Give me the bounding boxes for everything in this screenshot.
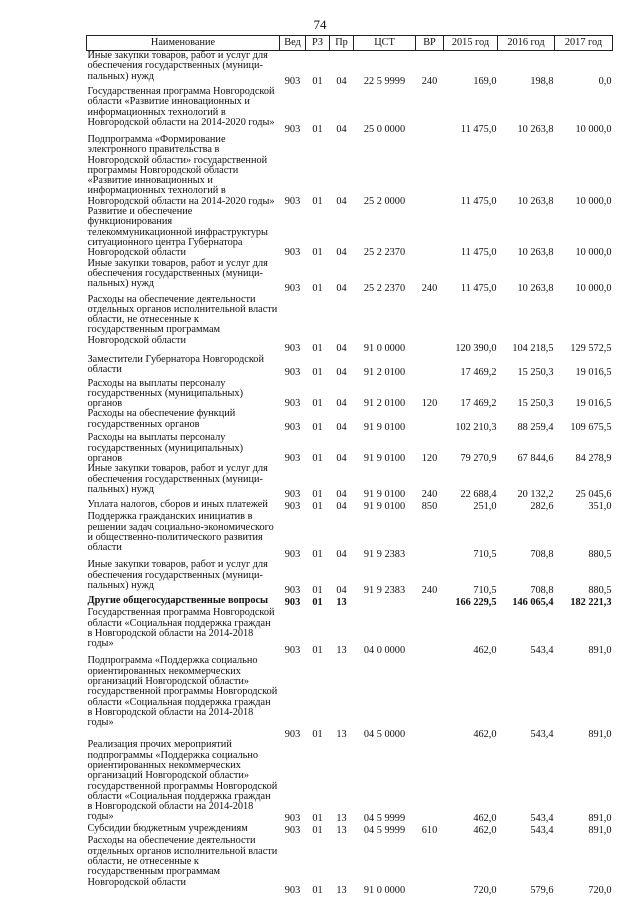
row-cst: 25 0 0000 bbox=[363, 123, 406, 135]
row-ved: 903 bbox=[284, 825, 301, 837]
row-name: Уплата налогов, сборов и иных платежей bbox=[87, 499, 268, 511]
table-row bbox=[87, 207, 613, 258]
table-row bbox=[87, 379, 613, 410]
row-value-2015: 166 229,5 bbox=[455, 597, 497, 609]
row-vr bbox=[416, 409, 444, 433]
row-vr bbox=[416, 740, 444, 824]
row-rz: 01 bbox=[312, 247, 323, 259]
table-row bbox=[87, 836, 613, 896]
table-row bbox=[87, 608, 613, 656]
row-name: Другие общегосударственные вопросы bbox=[87, 595, 269, 607]
row-cst: 91 9 2383 bbox=[363, 549, 406, 561]
row-value-2017: 19 016,5 bbox=[575, 367, 612, 379]
row-vr bbox=[416, 87, 444, 135]
row-value-2016: 282,6 bbox=[530, 501, 554, 513]
row-name: Развитие и обеспечение функционирования телекоммуникационной инфраструктуры ситуационного центра Губернатора Новгородской области bbox=[87, 206, 268, 259]
row-value-2016: 104 218,5 bbox=[512, 343, 554, 355]
row-rz: 01 bbox=[312, 422, 323, 434]
row-value-2017: 129 572,5 bbox=[570, 343, 612, 355]
row-vr bbox=[416, 355, 444, 379]
row-pr: 04 bbox=[336, 283, 347, 295]
row-value-2015: 11 475,0 bbox=[460, 195, 497, 207]
row-value-2015: 710,5 bbox=[473, 585, 497, 597]
row-value-2015: 462,0 bbox=[473, 813, 497, 825]
table-row bbox=[87, 259, 613, 295]
row-cst: 91 0 0000 bbox=[363, 343, 406, 355]
row-rz: 01 bbox=[312, 813, 323, 825]
row-value-2015: 251,0 bbox=[473, 501, 497, 513]
row-vr bbox=[416, 596, 444, 608]
row-value-2015: 11 475,0 bbox=[460, 123, 497, 135]
row-value-2017: 10 000,0 bbox=[575, 123, 612, 135]
row-vr: 240 bbox=[421, 283, 438, 295]
row-value-2016: 20 132,2 bbox=[517, 489, 554, 501]
row-pr: 04 bbox=[336, 75, 347, 87]
row-vr bbox=[416, 836, 444, 896]
row-cst: 91 0 0000 bbox=[363, 885, 406, 897]
row-ved: 903 bbox=[284, 247, 301, 259]
row-name: Субсидии бюджетным учреждениям bbox=[87, 823, 248, 835]
row-ved: 903 bbox=[284, 453, 301, 465]
row-rz: 01 bbox=[312, 549, 323, 561]
row-value-2015: 720,0 bbox=[473, 885, 497, 897]
row-ved: 903 bbox=[284, 398, 301, 410]
header-cst: ЦСТ bbox=[354, 36, 416, 51]
row-pr: 04 bbox=[336, 367, 347, 379]
row-value-2016: 543,4 bbox=[530, 825, 554, 837]
row-rz: 01 bbox=[312, 729, 323, 741]
table-row bbox=[87, 464, 613, 500]
row-ved: 903 bbox=[284, 585, 301, 597]
row-cst: 25 2 0000 bbox=[363, 195, 406, 207]
row-cst: 91 9 0100 bbox=[363, 453, 406, 465]
row-pr: 04 bbox=[336, 549, 347, 561]
table-row bbox=[87, 560, 613, 596]
row-rz: 01 bbox=[312, 367, 323, 379]
row-value-2016: 198,8 bbox=[530, 75, 554, 87]
row-value-2016: 10 263,8 bbox=[517, 283, 554, 295]
row-value-2015: 11 475,0 bbox=[460, 247, 497, 259]
row-value-2015: 710,5 bbox=[473, 549, 497, 561]
row-value-2015: 169,0 bbox=[473, 75, 497, 87]
row-rz: 01 bbox=[312, 398, 323, 410]
row-pr: 13 bbox=[336, 597, 347, 609]
row-name: Расходы на выплаты персоналу государственных (муниципальных) органов bbox=[87, 377, 244, 410]
row-ved: 903 bbox=[284, 283, 301, 295]
row-name: Иные закупки товаров, работ и услуг для обеспечения государственных (муници-пальных) нужд bbox=[87, 463, 268, 495]
table-row bbox=[87, 512, 613, 560]
row-rz: 01 bbox=[312, 343, 323, 355]
row-name: Подпрограмма «Поддержка социально ориентированных некоммерческих организаций Новгородской области» государственной программы Новгородской области «Социальная поддержка граждан в Новгородской области на 2014-2018 годы» bbox=[87, 655, 278, 729]
row-ved: 903 bbox=[284, 597, 301, 609]
budget-table bbox=[86, 35, 613, 896]
row-name: Расходы на обеспечение деятельности отдельных органов исполнительной власти области, не отнесенные к государственным программам Новгородской области bbox=[87, 293, 278, 346]
row-name: Расходы на выплаты персоналу государственных (муниципальных) органов bbox=[87, 432, 244, 465]
row-value-2017: 10 000,0 bbox=[575, 283, 612, 295]
row-value-2017: 880,5 bbox=[588, 585, 612, 597]
row-pr: 04 bbox=[336, 247, 347, 259]
header-name: Наименование bbox=[87, 36, 280, 51]
row-value-2015: 11 475,0 bbox=[460, 283, 497, 295]
row-cst: 91 9 0100 bbox=[363, 422, 406, 434]
table-row bbox=[87, 355, 613, 379]
row-pr: 04 bbox=[336, 422, 347, 434]
row-vr: 850 bbox=[421, 501, 438, 513]
row-pr: 13 bbox=[336, 825, 347, 837]
row-pr: 04 bbox=[336, 398, 347, 410]
row-value-2016: 708,8 bbox=[530, 585, 554, 597]
table-row bbox=[87, 135, 613, 207]
row-value-2017: 720,0 bbox=[588, 885, 612, 897]
row-value-2016: 579,6 bbox=[530, 885, 554, 897]
row-rz: 01 bbox=[312, 283, 323, 295]
row-vr: 240 bbox=[421, 585, 438, 597]
table-row bbox=[87, 409, 613, 433]
row-rz: 01 bbox=[312, 501, 323, 513]
row-value-2017: 84 278,9 bbox=[575, 453, 612, 465]
table-row bbox=[87, 656, 613, 740]
row-ved: 903 bbox=[284, 885, 301, 897]
row-pr: 13 bbox=[336, 885, 347, 897]
row-rz: 01 bbox=[312, 585, 323, 597]
row-value-2017: 10 000,0 bbox=[575, 247, 612, 259]
row-name: Подпрограмма «Формирование электронного правительства в Новгородской области» государственной программы Новгородской области «Развитие инновационных и информационных технологий в Новгородской области на 2014-2020 годы» bbox=[87, 134, 275, 207]
header-2017: 2017 год bbox=[555, 36, 613, 51]
row-pr: 04 bbox=[336, 489, 347, 501]
row-value-2016: 88 259,4 bbox=[517, 422, 554, 434]
row-rz: 01 bbox=[312, 453, 323, 465]
table-row bbox=[87, 740, 613, 824]
row-rz: 01 bbox=[312, 195, 323, 207]
row-cst: 04 5 0000 bbox=[363, 729, 406, 741]
row-vr bbox=[416, 512, 444, 560]
row-value-2017: 351,0 bbox=[588, 501, 612, 513]
row-rz: 01 bbox=[312, 597, 323, 609]
row-name: Государственная программа Новгородской области «Социальная поддержка граждан в Новгородской области на 2014-2018 годы» bbox=[87, 607, 275, 650]
row-value-2016: 67 844,6 bbox=[517, 453, 554, 465]
table-header-row bbox=[87, 36, 613, 51]
row-name: Расходы на обеспечение функций государственных органов bbox=[87, 408, 236, 430]
row-value-2015: 79 270,9 bbox=[460, 453, 497, 465]
row-vr: 240 bbox=[421, 489, 438, 501]
row-ved: 903 bbox=[284, 75, 301, 87]
row-pr: 04 bbox=[336, 343, 347, 355]
row-cst: 04 5 9999 bbox=[363, 813, 406, 825]
row-cst bbox=[354, 596, 416, 608]
row-ved: 903 bbox=[284, 123, 301, 135]
row-ved: 903 bbox=[284, 367, 301, 379]
row-vr: 610 bbox=[421, 825, 438, 837]
row-cst: 91 2 0100 bbox=[363, 398, 406, 410]
row-name: Иные закупки товаров, работ и услуг для обеспечения государственных (муници-пальных) нужд bbox=[87, 257, 268, 290]
row-pr: 04 bbox=[336, 195, 347, 207]
row-pr: 04 bbox=[336, 453, 347, 465]
table-row bbox=[87, 295, 613, 355]
row-value-2015: 17 469,2 bbox=[460, 398, 497, 410]
row-vr bbox=[416, 608, 444, 656]
row-cst: 91 9 0100 bbox=[363, 501, 406, 513]
row-value-2016: 146 065,4 bbox=[512, 597, 554, 609]
row-name: Поддержка гражданских инициатив в решении задач социально-экономического и общественно-политического развития области bbox=[87, 511, 274, 554]
row-ved: 903 bbox=[284, 645, 301, 657]
row-rz: 01 bbox=[312, 885, 323, 897]
header-pr: Пр bbox=[330, 36, 354, 51]
row-value-2017: 891,0 bbox=[588, 825, 612, 837]
row-rz: 01 bbox=[312, 489, 323, 501]
row-value-2016: 15 250,3 bbox=[517, 367, 554, 379]
header-2016: 2016 год bbox=[498, 36, 555, 51]
row-vr bbox=[416, 656, 444, 740]
row-rz: 01 bbox=[312, 123, 323, 135]
row-value-2016: 543,4 bbox=[530, 813, 554, 825]
row-pr: 13 bbox=[336, 729, 347, 741]
row-value-2017: 19 016,5 bbox=[575, 398, 612, 410]
row-ved: 903 bbox=[284, 729, 301, 741]
row-name: Заместители Губернатора Новгородской области bbox=[87, 353, 264, 375]
header-vr: ВР bbox=[416, 36, 444, 51]
row-cst: 25 2 2370 bbox=[363, 283, 406, 295]
row-ved: 903 bbox=[284, 501, 301, 513]
header-ved: Вед bbox=[280, 36, 306, 51]
row-cst: 91 2 0100 bbox=[363, 367, 406, 379]
row-value-2016: 543,4 bbox=[530, 645, 554, 657]
row-ved: 903 bbox=[284, 813, 301, 825]
row-name: Государственная программа Новгородской области «Развитие инновационных и информационных технологий в Новгородской области на 2014-2020 годы» bbox=[87, 86, 275, 128]
row-ved: 903 bbox=[284, 343, 301, 355]
row-value-2015: 22 688,4 bbox=[460, 489, 497, 501]
row-rz: 01 bbox=[312, 645, 323, 657]
row-vr: 240 bbox=[421, 75, 438, 87]
row-cst: 25 2 2370 bbox=[363, 247, 406, 259]
table-row bbox=[87, 51, 613, 88]
row-name: Иные закупки товаров, работ и услуг для обеспечения государственных (муници-пальных) нужд bbox=[87, 50, 268, 82]
row-pr: 04 bbox=[336, 123, 347, 135]
table-body bbox=[87, 51, 613, 897]
header-2015: 2015 год bbox=[444, 36, 498, 51]
row-name: Реализация прочих мероприятий подпрограммы «Поддержка социально ориентированных некоммерческих организаций Новгородской области» государственной программы Новгородской области «Социальная поддержка граждан в Новгородской области на 2014-2018 годы» bbox=[87, 739, 278, 823]
row-value-2017: 891,0 bbox=[588, 729, 612, 741]
row-value-2017: 10 000,0 bbox=[575, 195, 612, 207]
row-value-2016: 10 263,8 bbox=[517, 195, 554, 207]
row-value-2017: 891,0 bbox=[588, 645, 612, 657]
row-value-2015: 462,0 bbox=[473, 825, 497, 837]
row-cst: 22 5 9999 bbox=[363, 75, 406, 87]
row-value-2015: 102 210,3 bbox=[455, 422, 497, 434]
row-value-2015: 120 390,0 bbox=[455, 343, 497, 355]
row-value-2017: 880,5 bbox=[588, 549, 612, 561]
row-value-2016: 10 263,8 bbox=[517, 123, 554, 135]
row-pr: 13 bbox=[336, 813, 347, 825]
row-vr bbox=[416, 135, 444, 207]
table-row bbox=[87, 433, 613, 464]
row-value-2016: 708,8 bbox=[530, 549, 554, 561]
row-value-2016: 10 263,8 bbox=[517, 247, 554, 259]
row-value-2017: 182 221,3 bbox=[570, 597, 612, 609]
row-ved: 903 bbox=[284, 549, 301, 561]
row-value-2017: 891,0 bbox=[588, 813, 612, 825]
row-cst: 04 5 9999 bbox=[363, 825, 406, 837]
row-rz: 01 bbox=[312, 825, 323, 837]
row-value-2015: 462,0 bbox=[473, 645, 497, 657]
row-value-2015: 17 469,2 bbox=[460, 367, 497, 379]
row-ved: 903 bbox=[284, 489, 301, 501]
row-cst: 91 9 0100 bbox=[363, 489, 406, 501]
row-cst: 91 9 2383 bbox=[363, 585, 406, 597]
row-name: Расходы на обеспечение деятельности отдельных органов исполнительной власти области, не отнесенные к государственным программам Новгородской области bbox=[87, 835, 278, 888]
row-vr bbox=[416, 207, 444, 258]
row-ved: 903 bbox=[284, 195, 301, 207]
row-vr: 120 bbox=[421, 398, 438, 410]
row-pr: 13 bbox=[336, 645, 347, 657]
row-vr bbox=[416, 295, 444, 355]
header-rz: РЗ bbox=[306, 36, 330, 51]
table-row bbox=[87, 87, 613, 135]
row-value-2017: 0,0 bbox=[598, 75, 612, 87]
row-cst: 04 0 0000 bbox=[363, 645, 406, 657]
page-number: 74 bbox=[313, 17, 327, 32]
row-value-2016: 15 250,3 bbox=[517, 398, 554, 410]
row-vr: 120 bbox=[421, 453, 438, 465]
row-pr: 04 bbox=[336, 585, 347, 597]
row-value-2017: 25 045,6 bbox=[575, 489, 612, 501]
row-rz: 01 bbox=[312, 75, 323, 87]
row-name: Иные закупки товаров, работ и услуг для обеспечения государственных (муници-пальных) нужд bbox=[87, 559, 268, 591]
row-value-2015: 462,0 bbox=[473, 729, 497, 741]
row-pr: 04 bbox=[336, 501, 347, 513]
row-value-2016: 543,4 bbox=[530, 729, 554, 741]
row-ved: 903 bbox=[284, 422, 301, 434]
row-value-2017: 109 675,5 bbox=[570, 422, 612, 434]
